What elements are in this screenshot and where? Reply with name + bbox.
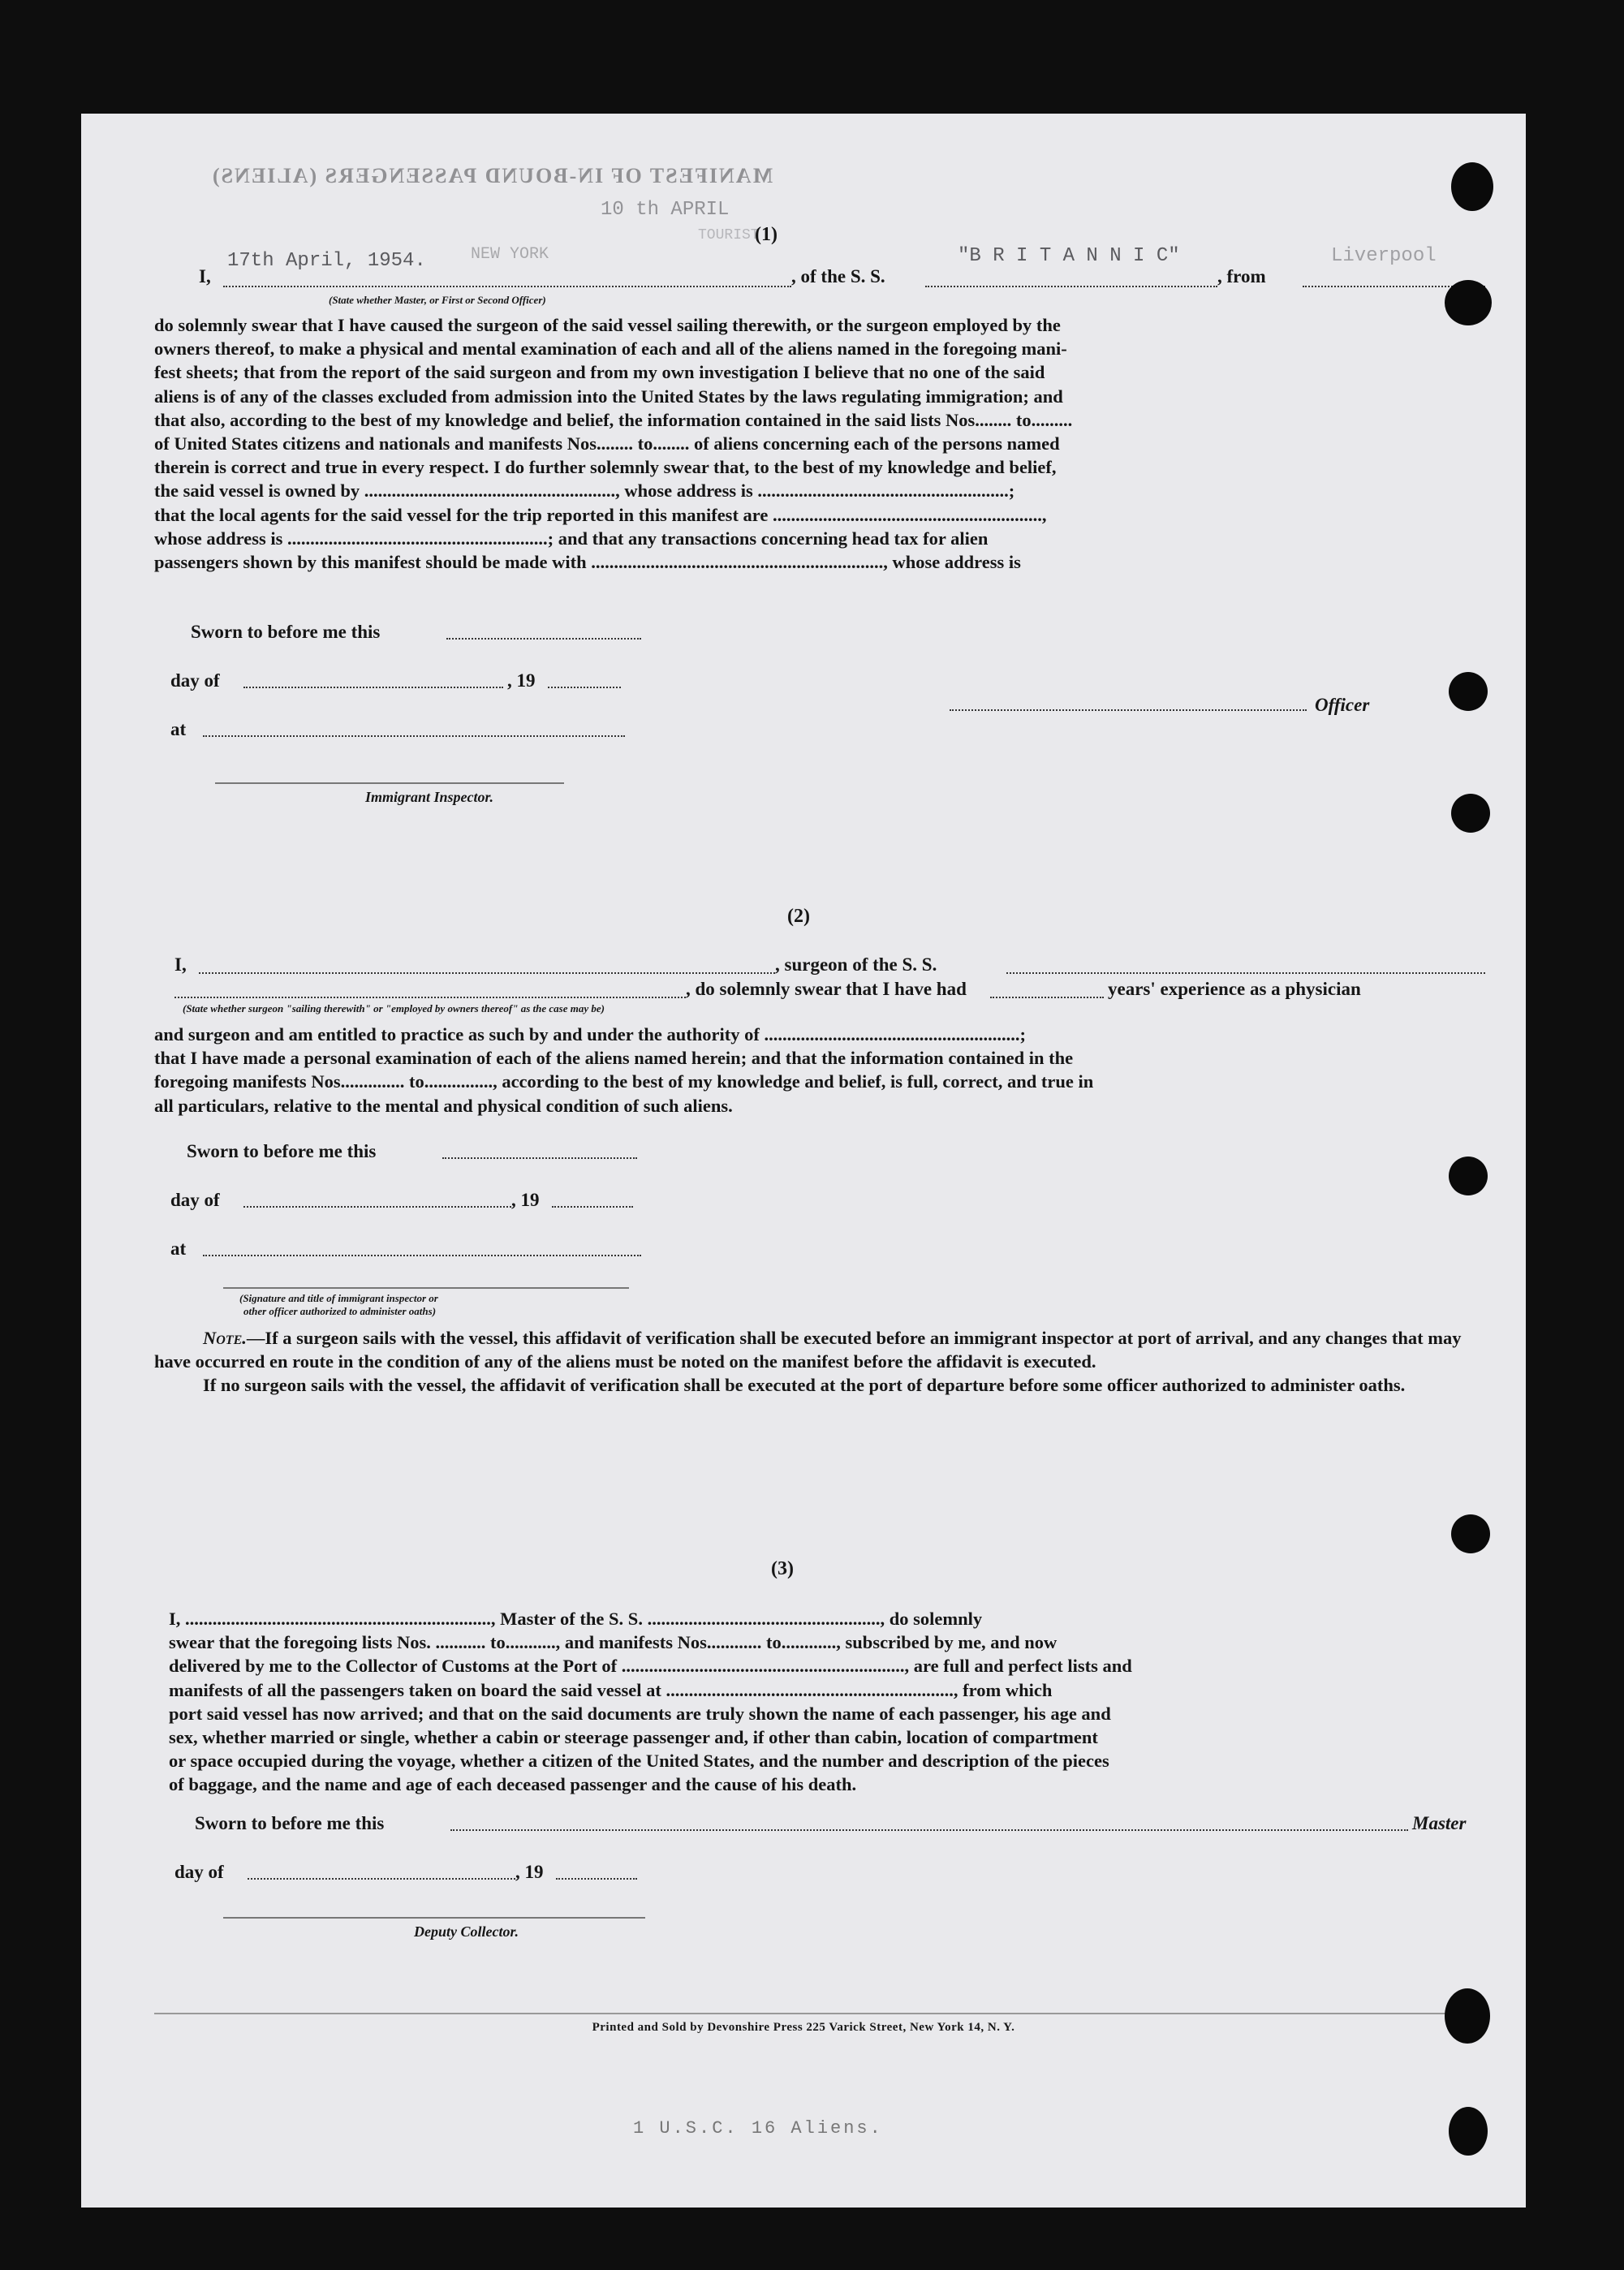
mirrored-header-title: MANIFEST OF IN-BOUND PASSENGERS (ALIENS) [211, 164, 773, 187]
binder-hole-icon [1451, 794, 1490, 833]
section1-inspector-line [215, 782, 564, 784]
section3-day-of: day of [174, 1862, 224, 1882]
section2-years-line [990, 997, 1104, 998]
section2-surgeon-label: , surgeon of the S. S. [775, 954, 937, 975]
typed-date-top: 10 th APRIL [601, 199, 730, 221]
section1-caption: (State whether Master, or First or Second Officer) [329, 294, 546, 306]
section3-day-line [248, 1878, 515, 1880]
section1-at-line [203, 735, 625, 737]
section1-from-label: , from [1217, 266, 1266, 286]
section3-body-line: delivered by me to the Collector of Customs at the Port of .............................................................., are full and perfect lists and [169, 1656, 1132, 1677]
typed-class: TOURIST [698, 227, 760, 243]
section3-year: , 19 [515, 1862, 544, 1882]
note-label: Note. [203, 1328, 247, 1348]
note-block [154, 1326, 1481, 1398]
section1-body-line: do solemnly swear that I have caused the surgeon of the said vessel sailing therewith, or the surgeon employed by the [154, 315, 1061, 335]
note-paragraph-2: If no surgeon sails with the vessel, the affidavit of verification shall be executed at the port of departure before some officer authorized to administer oaths. [203, 1375, 1406, 1396]
section1-year-line [548, 687, 621, 688]
section2-at-line [203, 1255, 641, 1256]
section1-body-line: that also, according to the best of my knowledge and belief, the information contained in the said lists Nos........ to......... [154, 409, 1073, 430]
binder-hole-icon [1449, 1157, 1488, 1195]
section2-years-label: years' experience as a physician [1108, 979, 1361, 999]
section1-officer [1315, 695, 1369, 716]
section1-body-line: fest sheets; that from the report of the said surgeon and from my own investigation I believe that no one of the said [154, 362, 1045, 383]
section1-vessel-label: , of the S. S. [791, 266, 885, 286]
section3-deputy: Deputy Collector. [414, 1923, 519, 1940]
note-paragraph-1 [154, 1326, 1481, 1373]
section3-body-line: or space occupied during the voyage, whether a citizen of the United States, and the number and description of the pieces [169, 1751, 1109, 1772]
section2-year-line [552, 1206, 633, 1208]
binder-hole-icon [1449, 2107, 1488, 2156]
section3-body-line: sex, whether married or single, whether a cabin or steerage passenger and, if other than cabin, location of compartment [169, 1727, 1098, 1748]
section2-day-line [243, 1206, 511, 1208]
section1-line1-i: I, [199, 266, 211, 286]
section1-body-line: owners thereof, to make a physical and mental examination of each and all of the aliens named in the foregoing mani- [154, 338, 1067, 360]
section1-officer-line [223, 286, 791, 287]
binder-hole-icon [1451, 162, 1493, 211]
section1-day-line [243, 687, 503, 688]
section2-signature-caption-1: (Signature and title of immigrant inspector or [239, 1292, 438, 1304]
section2-body [154, 1023, 1485, 1118]
typed-port: NEW YORK [471, 245, 549, 264]
note-text-1: —If a surgeon sails with the vessel, this affidavit of verification shall be executed before an immigrant inspector at port of arrival, and any changes that may have occurred en route in the condition of any of the aliens must be noted on the manifest before the affidavit is executed. [154, 1328, 1462, 1372]
section2-name-line [199, 972, 775, 974]
section1-body-line: therein is correct and true in every respect. I do further solemnly swear that, to the best of my knowledge and belief, [154, 457, 1057, 478]
section2-caption: (State whether surgeon "sailing therewith" or "employed by owners thereof" as the case may be) [183, 1002, 605, 1014]
binder-hole-icon [1445, 1988, 1490, 2044]
section2-sworn-line [442, 1157, 637, 1159]
binder-hole-icon [1449, 672, 1488, 711]
section1-body-line: that the local agents for the said vessel for the trip reported in this manifest are ..........................................................., [154, 504, 1047, 525]
section3-sworn-line [450, 1829, 1408, 1831]
section1-officer-sign-line [950, 709, 1307, 711]
section3-body-line: swear that the foregoing lists Nos. ........... to..........., and manifests Nos............ to............, subscribed by me, and now [169, 1632, 1058, 1653]
section2-body-line: foregoing manifests Nos.............. to..............., according to the best of my knowledge and belief, is full, correct, and true in [154, 1071, 1094, 1092]
section2-sworn: Sworn to before me this [187, 1141, 377, 1161]
section1-body-line: of United States citizens and nationals and manifests Nos........ to........ of aliens concerning each of the persons named [154, 433, 1060, 454]
typed-from: Liverpool [1331, 245, 1437, 267]
footer-rule [154, 2013, 1485, 2014]
section2-vessel-line [1006, 972, 1485, 974]
section3-body-line: of baggage, and the name and age of each deceased passenger and the cause of his death. [169, 1774, 857, 1795]
section1-vessel-line [925, 286, 1217, 287]
section2-swear-label: , do solemnly swear that I have had [686, 979, 967, 999]
bottom-typed-note: 1 U.S.C. 16 Aliens. [633, 2118, 883, 2139]
typed-vessel: "B R I T A N N I C" [958, 245, 1180, 267]
section2-capacity-line [174, 997, 686, 998]
manifest-page [81, 114, 1526, 2208]
section3-body-line: port said vessel has now arrived; and that on the said documents are truly shown the name of each passenger, his age and [169, 1703, 1111, 1724]
section2-number: (2) [787, 906, 810, 927]
section1-day-of: day of [170, 670, 220, 691]
section1-officer-text: Officer [1315, 695, 1370, 715]
section3-master: Master [1412, 1813, 1467, 1833]
section3-sworn: Sworn to before me this [195, 1813, 385, 1833]
section2-day-of: day of [170, 1190, 220, 1210]
section3-body-line: I, ..................................................................., Master of the S. S. ..................................................., do solemnly [169, 1609, 983, 1629]
section3-body-line: manifests of all the passengers taken on board the said vessel at ..............................................................., from which [169, 1679, 1053, 1700]
section2-body-line: that I have made a personal examination of each of the aliens named herein; and that the information contained in the [154, 1048, 1074, 1069]
section2-at: at [170, 1238, 187, 1259]
section2-signature-caption-2: other officer authorized to administer oaths) [243, 1305, 437, 1317]
section3-number: (3) [771, 1558, 794, 1579]
section1-body-line: the said vessel is owned by ......................................................., whose address is .......................................................; [154, 480, 1015, 502]
section2-year: , 19 [511, 1190, 540, 1210]
section1-inspector: Immigrant Inspector. [365, 789, 494, 805]
section1-body [154, 313, 1485, 574]
section1-body-line: passengers shown by this manifest should be made with ................................................................, whose address is [154, 552, 1021, 573]
section1-body-line: aliens is of any of the classes excluded from admission into the United States by the laws regulating immigration; and [154, 386, 1063, 407]
section1-at: at [170, 719, 187, 739]
section1-number: (1) [755, 224, 778, 245]
section3-body [169, 1607, 1485, 1797]
binder-hole-icon [1451, 1514, 1490, 1553]
section1-body-line: whose address is .........................................................; and that any transactions concerning head tax for alien [154, 528, 989, 549]
section2-signature-line [223, 1287, 629, 1289]
section2-body-line: all particulars, relative to the mental and physical condition of such aliens. [154, 1095, 733, 1116]
section2-body-line: and surgeon and am entitled to practice as such by and under the authority of ........................................................; [154, 1024, 1027, 1045]
section1-sworn: Sworn to before me this [191, 622, 381, 642]
printer-footer: Printed and Sold by Devonshire Press 225 Varick Street, New York 14, N. Y. [592, 2021, 1015, 2034]
binder-hole-icon [1445, 280, 1492, 325]
section1-year: , 19 [507, 670, 536, 691]
section2-line1-i: I, [174, 954, 187, 975]
section3-year-line [556, 1878, 637, 1880]
section1-sworn-line [446, 638, 641, 640]
section3-deputy-line [223, 1917, 645, 1919]
typed-date-left: 17th April, 1954. [227, 250, 426, 272]
